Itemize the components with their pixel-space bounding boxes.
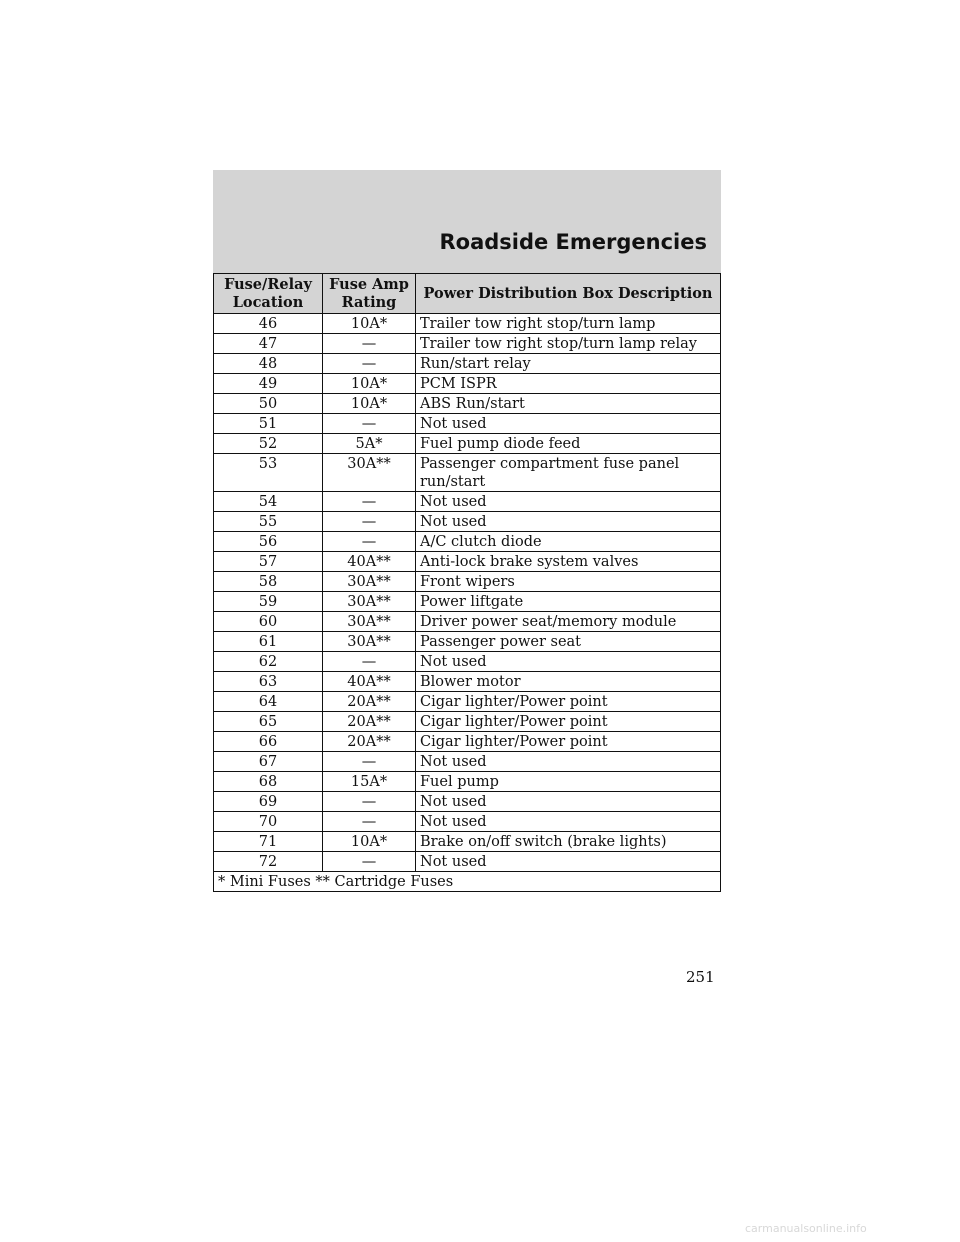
cell-description: Trailer tow right stop/turn lamp xyxy=(416,314,721,334)
cell-location: 48 xyxy=(214,354,323,374)
table-header-row xyxy=(214,274,721,314)
cell-location: 70 xyxy=(214,812,323,832)
cell-location: 59 xyxy=(214,592,323,612)
cell-description: Cigar lighter/Power point xyxy=(416,712,721,732)
cell-description: Passenger power seat xyxy=(416,632,721,652)
table-row xyxy=(214,592,721,612)
column-header-location: Fuse/Relay Location xyxy=(214,274,323,314)
table-row xyxy=(214,572,721,592)
cell-description: Passenger compartment fuse panel run/start xyxy=(416,454,721,492)
cell-location: 51 xyxy=(214,414,323,434)
cell-location: 55 xyxy=(214,512,323,532)
table-row xyxy=(214,792,721,812)
cell-location: 57 xyxy=(214,552,323,572)
cell-location: 56 xyxy=(214,532,323,552)
section-title: Roadside Emergencies xyxy=(439,230,707,254)
table-row xyxy=(214,712,721,732)
cell-location: 50 xyxy=(214,394,323,414)
cell-description: Front wipers xyxy=(416,572,721,592)
fuse-table-body xyxy=(214,314,721,872)
cell-amp-rating: 20A** xyxy=(323,692,416,712)
cell-amp-rating: — xyxy=(323,792,416,812)
cell-amp-rating: 40A** xyxy=(323,672,416,692)
cell-description: Fuel pump xyxy=(416,772,721,792)
cell-amp-rating: 20A** xyxy=(323,712,416,732)
cell-location: 69 xyxy=(214,792,323,812)
table-row xyxy=(214,532,721,552)
table-row xyxy=(214,414,721,434)
cell-description: Trailer tow right stop/turn lamp relay xyxy=(416,334,721,354)
cell-location: 68 xyxy=(214,772,323,792)
cell-location: 46 xyxy=(214,314,323,334)
cell-location: 65 xyxy=(214,712,323,732)
table-row xyxy=(214,832,721,852)
table-row xyxy=(214,732,721,752)
cell-amp-rating: — xyxy=(323,752,416,772)
table-row xyxy=(214,612,721,632)
cell-location: 67 xyxy=(214,752,323,772)
cell-description: Not used xyxy=(416,512,721,532)
watermark: carmanualsonline.info xyxy=(745,1222,867,1235)
cell-amp-rating: — xyxy=(323,652,416,672)
cell-description: Power liftgate xyxy=(416,592,721,612)
cell-location: 54 xyxy=(214,492,323,512)
cell-amp-rating: — xyxy=(323,354,416,374)
cell-amp-rating: 30A** xyxy=(323,454,416,492)
cell-amp-rating: 30A** xyxy=(323,632,416,652)
cell-amp-rating: — xyxy=(323,334,416,354)
cell-amp-rating: — xyxy=(323,532,416,552)
cell-description: Not used xyxy=(416,492,721,512)
cell-amp-rating: 20A** xyxy=(323,732,416,752)
cell-amp-rating: 10A* xyxy=(323,832,416,852)
table-row xyxy=(214,652,721,672)
column-header-amp-rating: Fuse Amp Rating xyxy=(323,274,416,314)
cell-description: Fuel pump diode feed xyxy=(416,434,721,454)
column-header-description: Power Distribution Box Description xyxy=(416,274,721,314)
cell-description: PCM ISPR xyxy=(416,374,721,394)
table-row xyxy=(214,354,721,374)
cell-description: Run/start relay xyxy=(416,354,721,374)
cell-location: 58 xyxy=(214,572,323,592)
footnote-row xyxy=(214,872,721,892)
table-row xyxy=(214,434,721,454)
table-row xyxy=(214,552,721,572)
fuse-table xyxy=(213,273,721,892)
cell-amp-rating: 30A** xyxy=(323,612,416,632)
cell-amp-rating: 30A** xyxy=(323,592,416,612)
table-row xyxy=(214,632,721,652)
section-header-band xyxy=(213,170,721,285)
cell-description: Cigar lighter/Power point xyxy=(416,692,721,712)
cell-location: 71 xyxy=(214,832,323,852)
cell-location: 64 xyxy=(214,692,323,712)
table-row xyxy=(214,772,721,792)
cell-description: Blower motor xyxy=(416,672,721,692)
cell-amp-rating: — xyxy=(323,812,416,832)
cell-location: 49 xyxy=(214,374,323,394)
cell-amp-rating: 30A** xyxy=(323,572,416,592)
table-row xyxy=(214,512,721,532)
table-row xyxy=(214,672,721,692)
cell-amp-rating: 15A* xyxy=(323,772,416,792)
cell-location: 47 xyxy=(214,334,323,354)
table-row xyxy=(214,752,721,772)
table-row xyxy=(214,374,721,394)
cell-amp-rating: 5A* xyxy=(323,434,416,454)
footnote: * Mini Fuses ** Cartridge Fuses xyxy=(214,872,721,892)
cell-description: Not used xyxy=(416,852,721,872)
cell-location: 72 xyxy=(214,852,323,872)
cell-amp-rating: — xyxy=(323,852,416,872)
table-row xyxy=(214,692,721,712)
cell-description: Not used xyxy=(416,414,721,434)
cell-location: 62 xyxy=(214,652,323,672)
cell-amp-rating: — xyxy=(323,492,416,512)
cell-description: Brake on/off switch (brake lights) xyxy=(416,832,721,852)
cell-location: 60 xyxy=(214,612,323,632)
cell-location: 61 xyxy=(214,632,323,652)
cell-amp-rating: 10A* xyxy=(323,314,416,334)
cell-location: 53 xyxy=(214,454,323,492)
table-row xyxy=(214,394,721,414)
cell-amp-rating: 10A* xyxy=(323,374,416,394)
cell-amp-rating: 10A* xyxy=(323,394,416,414)
cell-description: Not used xyxy=(416,652,721,672)
cell-description: ABS Run/start xyxy=(416,394,721,414)
cell-location: 66 xyxy=(214,732,323,752)
table-row xyxy=(214,812,721,832)
cell-amp-rating: 40A** xyxy=(323,552,416,572)
cell-amp-rating: — xyxy=(323,414,416,434)
table-row xyxy=(214,314,721,334)
table-row xyxy=(214,492,721,512)
table-row xyxy=(214,454,721,492)
cell-amp-rating: — xyxy=(323,512,416,532)
cell-description: Driver power seat/memory module xyxy=(416,612,721,632)
table-row xyxy=(214,852,721,872)
cell-location: 63 xyxy=(214,672,323,692)
table-row xyxy=(214,334,721,354)
cell-description: Not used xyxy=(416,752,721,772)
cell-description: Anti-lock brake system valves xyxy=(416,552,721,572)
page-number: 251 xyxy=(686,968,715,986)
cell-description: Not used xyxy=(416,812,721,832)
cell-description: Cigar lighter/Power point xyxy=(416,732,721,752)
cell-location: 52 xyxy=(214,434,323,454)
cell-description: A/C clutch diode xyxy=(416,532,721,552)
cell-description: Not used xyxy=(416,792,721,812)
